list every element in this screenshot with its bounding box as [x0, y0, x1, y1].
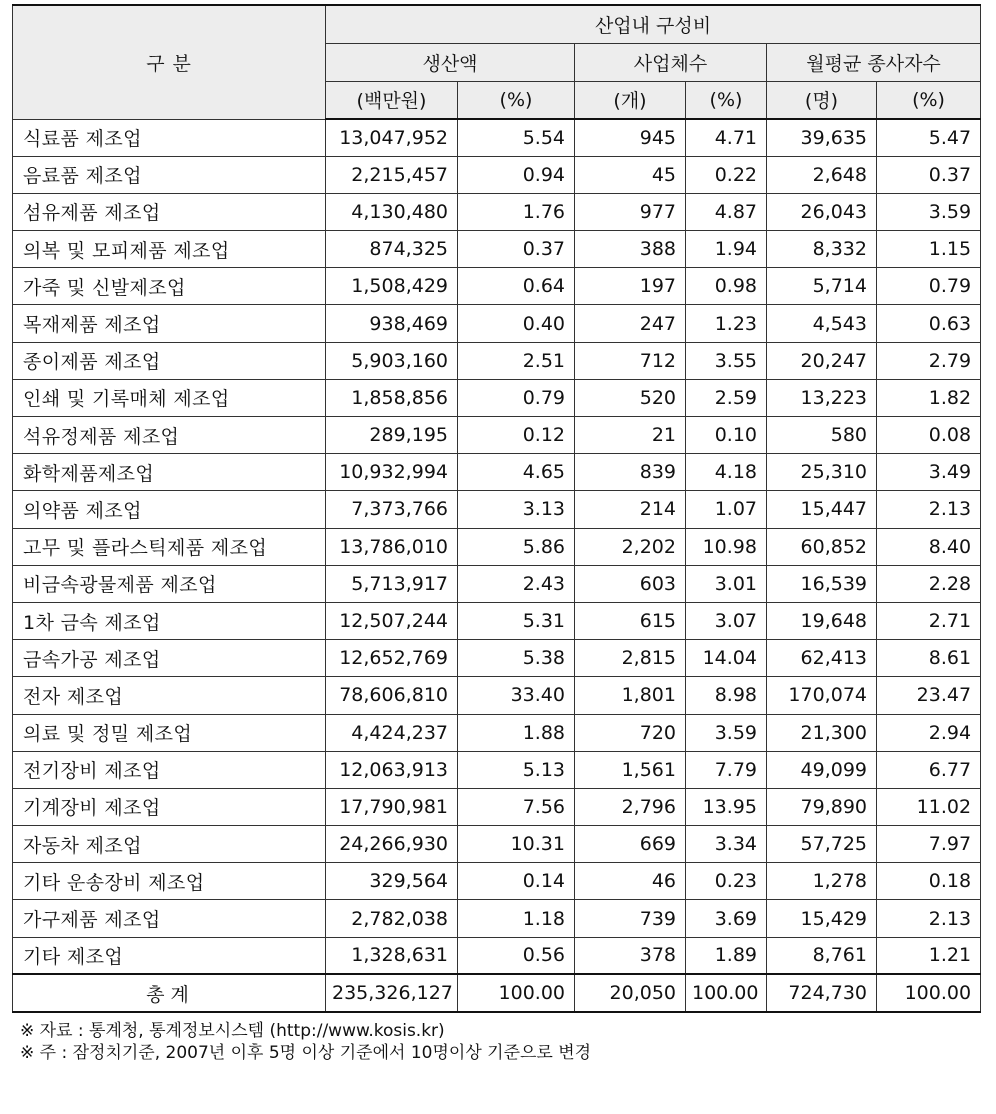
workers-pct: 2.28 — [877, 565, 981, 602]
workers-value: 20,247 — [767, 342, 877, 379]
establishments-pct: 3.55 — [686, 342, 767, 379]
establishments-pct: 0.23 — [686, 863, 767, 900]
table-row — [13, 119, 981, 156]
workers-value: 580 — [767, 417, 877, 454]
workers-value: 170,074 — [767, 677, 877, 714]
production-pct: 5.13 — [458, 751, 575, 788]
table-row — [13, 640, 981, 677]
table-row — [13, 454, 981, 491]
production-value: 13,047,952 — [326, 119, 458, 156]
establishments-pct: 3.59 — [686, 714, 767, 751]
establishments-pct: 14.04 — [686, 640, 767, 677]
workers-value: 2,648 — [767, 156, 877, 193]
establishments-value: 378 — [575, 937, 686, 974]
production-value: 5,903,160 — [326, 342, 458, 379]
industry-name: 고무 및 플라스틱제품 제조업 — [13, 528, 326, 565]
workers-value: 21,300 — [767, 714, 877, 751]
industry-name: 식료품 제조업 — [13, 119, 326, 156]
production-value: 10,932,994 — [326, 454, 458, 491]
industry-name: 전자 제조업 — [13, 677, 326, 714]
production-pct: 5.54 — [458, 119, 575, 156]
table-row — [13, 900, 981, 937]
table-row — [13, 491, 981, 528]
workers-value: 1,278 — [767, 863, 877, 900]
workers-pct: 2.13 — [877, 491, 981, 528]
industry-name: 석유정제품 제조업 — [13, 417, 326, 454]
establishments-pct: 0.22 — [686, 156, 767, 193]
establishments-value: 214 — [575, 491, 686, 528]
table-row — [13, 788, 981, 825]
workers-value: 62,413 — [767, 640, 877, 677]
production-value: 78,606,810 — [326, 677, 458, 714]
establishments-value: 945 — [575, 119, 686, 156]
table-row — [13, 528, 981, 565]
statistics-document — [12, 4, 980, 1064]
workers-pct: 8.40 — [877, 528, 981, 565]
workers-pct: 0.37 — [877, 156, 981, 193]
industry-name: 전기장비 제조업 — [13, 751, 326, 788]
workers-pct: 1.21 — [877, 937, 981, 974]
workers-value: 19,648 — [767, 602, 877, 639]
establishments-value: 520 — [575, 379, 686, 416]
table-row — [13, 342, 981, 379]
source-note: ※ 자료 : 통계청, 통계정보시스템 (http://www.kosis.kr) — [20, 1021, 445, 1042]
establishments-value: 21 — [575, 417, 686, 454]
table-notes — [12, 1020, 980, 1064]
workers-pct: 5.47 — [877, 119, 981, 156]
workers-pct: 11.02 — [877, 788, 981, 825]
table-body — [13, 119, 981, 974]
table-header — [13, 5, 981, 119]
industry-name: 금속가공 제조업 — [13, 640, 326, 677]
total-production-pct: 100.00 — [458, 974, 575, 1012]
table-row — [13, 937, 981, 974]
production-pct: 0.37 — [458, 231, 575, 268]
establishments-pct: 0.10 — [686, 417, 767, 454]
table-row — [13, 305, 981, 342]
production-pct: 0.40 — [458, 305, 575, 342]
establishments-value: 603 — [575, 565, 686, 602]
workers-pct: 8.61 — [877, 640, 981, 677]
table-row — [13, 602, 981, 639]
workers-pct: 7.97 — [877, 826, 981, 863]
workers-pct: 3.59 — [877, 193, 981, 230]
table-row — [13, 379, 981, 416]
production-header: 생산액 — [326, 43, 575, 81]
remark-note: ※ 주 : 잠정치기준, 2007년 이후 5명 이상 기준에서 10명이상 기준으로 변경 — [20, 1043, 592, 1064]
industry-name: 가구제품 제조업 — [13, 900, 326, 937]
workers-value: 8,332 — [767, 231, 877, 268]
industry-name: 종이제품 제조업 — [13, 342, 326, 379]
production-value: 1,508,429 — [326, 268, 458, 305]
workers-header: 월평균 종사자수 — [767, 43, 981, 81]
production-pct: 5.31 — [458, 602, 575, 639]
workers-value: 60,852 — [767, 528, 877, 565]
workers-pct: 23.47 — [877, 677, 981, 714]
establishments-value: 247 — [575, 305, 686, 342]
establishments-pct: 3.69 — [686, 900, 767, 937]
industry-name: 자동차 제조업 — [13, 826, 326, 863]
table-row — [13, 677, 981, 714]
establishments-pct: 1.07 — [686, 491, 767, 528]
establishments-pct: 13.95 — [686, 788, 767, 825]
table-row — [13, 156, 981, 193]
total-row — [13, 974, 981, 1012]
unit-production: (백만원) — [326, 81, 458, 119]
production-pct: 3.13 — [458, 491, 575, 528]
production-value: 12,507,244 — [326, 602, 458, 639]
table-row — [13, 565, 981, 602]
production-value: 12,063,913 — [326, 751, 458, 788]
establishments-pct: 3.07 — [686, 602, 767, 639]
workers-pct: 0.08 — [877, 417, 981, 454]
table-row — [13, 417, 981, 454]
production-pct: 33.40 — [458, 677, 575, 714]
table-row — [13, 826, 981, 863]
production-value: 1,858,856 — [326, 379, 458, 416]
production-value: 13,786,010 — [326, 528, 458, 565]
establishments-value: 977 — [575, 193, 686, 230]
establishments-pct: 4.87 — [686, 193, 767, 230]
production-value: 2,215,457 — [326, 156, 458, 193]
production-value: 17,790,981 — [326, 788, 458, 825]
workers-value: 49,099 — [767, 751, 877, 788]
table-row — [13, 863, 981, 900]
industry-name: 의복 및 모피제품 제조업 — [13, 231, 326, 268]
establishments-pct: 10.98 — [686, 528, 767, 565]
table-row — [13, 193, 981, 230]
establishments-pct: 8.98 — [686, 677, 767, 714]
table-row — [13, 714, 981, 751]
workers-value: 8,761 — [767, 937, 877, 974]
workers-pct: 0.63 — [877, 305, 981, 342]
workers-pct: 2.13 — [877, 900, 981, 937]
establishments-value: 1,561 — [575, 751, 686, 788]
unit-establishments-pct: (%) — [686, 81, 767, 119]
workers-value: 26,043 — [767, 193, 877, 230]
production-pct: 0.56 — [458, 937, 575, 974]
establishments-value: 388 — [575, 231, 686, 268]
table-row — [13, 268, 981, 305]
total-workers-pct: 100.00 — [877, 974, 981, 1012]
workers-pct: 2.79 — [877, 342, 981, 379]
workers-value: 4,543 — [767, 305, 877, 342]
workers-value: 5,714 — [767, 268, 877, 305]
establishments-pct: 3.01 — [686, 565, 767, 602]
total-establishments: 20,050 — [575, 974, 686, 1012]
category-header: 구 분 — [13, 5, 326, 119]
production-value: 4,424,237 — [326, 714, 458, 751]
workers-pct: 1.15 — [877, 231, 981, 268]
industry-name: 기타 운송장비 제조업 — [13, 863, 326, 900]
production-pct: 1.76 — [458, 193, 575, 230]
establishments-value: 739 — [575, 900, 686, 937]
table-footer — [13, 974, 981, 1012]
establishments-value: 2,796 — [575, 788, 686, 825]
industry-name: 1차 금속 제조업 — [13, 602, 326, 639]
workers-pct: 0.18 — [877, 863, 981, 900]
workers-value: 13,223 — [767, 379, 877, 416]
establishments-value: 2,815 — [575, 640, 686, 677]
industry-name: 기계장비 제조업 — [13, 788, 326, 825]
composition-group-header: 산업내 구성비 — [326, 5, 981, 43]
production-pct: 0.64 — [458, 268, 575, 305]
total-workers: 724,730 — [767, 974, 877, 1012]
workers-value: 79,890 — [767, 788, 877, 825]
total-establishments-pct: 100.00 — [686, 974, 767, 1012]
production-pct: 0.94 — [458, 156, 575, 193]
production-value: 4,130,480 — [326, 193, 458, 230]
production-pct: 5.38 — [458, 640, 575, 677]
establishments-value: 712 — [575, 342, 686, 379]
industry-name: 비금속광물제품 제조업 — [13, 565, 326, 602]
total-production: 235,326,127 — [326, 974, 458, 1012]
unit-production-pct: (%) — [458, 81, 575, 119]
production-pct: 4.65 — [458, 454, 575, 491]
industry-name: 의약품 제조업 — [13, 491, 326, 528]
industry-name: 인쇄 및 기록매체 제조업 — [13, 379, 326, 416]
production-pct: 0.14 — [458, 863, 575, 900]
establishments-pct: 1.23 — [686, 305, 767, 342]
workers-pct: 3.49 — [877, 454, 981, 491]
workers-pct: 1.82 — [877, 379, 981, 416]
production-value: 12,652,769 — [326, 640, 458, 677]
establishments-pct: 1.94 — [686, 231, 767, 268]
production-value: 2,782,038 — [326, 900, 458, 937]
industry-name: 화학제품제조업 — [13, 454, 326, 491]
establishments-value: 45 — [575, 156, 686, 193]
production-value: 874,325 — [326, 231, 458, 268]
establishments-header: 사업체수 — [575, 43, 767, 81]
workers-pct: 2.71 — [877, 602, 981, 639]
industry-name: 가죽 및 신발제조업 — [13, 268, 326, 305]
workers-value: 15,447 — [767, 491, 877, 528]
industry-name: 섬유제품 제조업 — [13, 193, 326, 230]
production-value: 7,373,766 — [326, 491, 458, 528]
industry-composition-table — [12, 4, 981, 1013]
workers-pct: 2.94 — [877, 714, 981, 751]
establishments-pct: 2.59 — [686, 379, 767, 416]
establishments-value: 197 — [575, 268, 686, 305]
production-pct: 2.51 — [458, 342, 575, 379]
production-value: 5,713,917 — [326, 565, 458, 602]
production-pct: 0.12 — [458, 417, 575, 454]
establishments-pct: 3.34 — [686, 826, 767, 863]
unit-establishments: (개) — [575, 81, 686, 119]
industry-name: 목재제품 제조업 — [13, 305, 326, 342]
workers-value: 16,539 — [767, 565, 877, 602]
establishments-pct: 0.98 — [686, 268, 767, 305]
production-value: 24,266,930 — [326, 826, 458, 863]
production-pct: 0.79 — [458, 379, 575, 416]
establishments-pct: 4.71 — [686, 119, 767, 156]
workers-value: 25,310 — [767, 454, 877, 491]
production-pct: 1.88 — [458, 714, 575, 751]
production-pct: 10.31 — [458, 826, 575, 863]
production-value: 289,195 — [326, 417, 458, 454]
unit-workers: (명) — [767, 81, 877, 119]
workers-pct: 0.79 — [877, 268, 981, 305]
establishments-value: 720 — [575, 714, 686, 751]
establishments-value: 2,202 — [575, 528, 686, 565]
total-label: 총 계 — [13, 974, 326, 1012]
production-pct: 2.43 — [458, 565, 575, 602]
establishments-pct: 7.79 — [686, 751, 767, 788]
production-pct: 7.56 — [458, 788, 575, 825]
industry-name: 의료 및 정밀 제조업 — [13, 714, 326, 751]
industry-name: 음료품 제조업 — [13, 156, 326, 193]
production-pct: 1.18 — [458, 900, 575, 937]
establishments-value: 615 — [575, 602, 686, 639]
table-row — [13, 751, 981, 788]
workers-pct: 6.77 — [877, 751, 981, 788]
workers-value: 57,725 — [767, 826, 877, 863]
establishments-value: 46 — [575, 863, 686, 900]
workers-value: 39,635 — [767, 119, 877, 156]
production-pct: 5.86 — [458, 528, 575, 565]
establishments-pct: 1.89 — [686, 937, 767, 974]
industry-name: 기타 제조업 — [13, 937, 326, 974]
unit-workers-pct: (%) — [877, 81, 981, 119]
workers-value: 15,429 — [767, 900, 877, 937]
establishments-pct: 4.18 — [686, 454, 767, 491]
production-value: 938,469 — [326, 305, 458, 342]
production-value: 1,328,631 — [326, 937, 458, 974]
establishments-value: 669 — [575, 826, 686, 863]
establishments-value: 839 — [575, 454, 686, 491]
establishments-value: 1,801 — [575, 677, 686, 714]
production-value: 329,564 — [326, 863, 458, 900]
table-row — [13, 231, 981, 268]
